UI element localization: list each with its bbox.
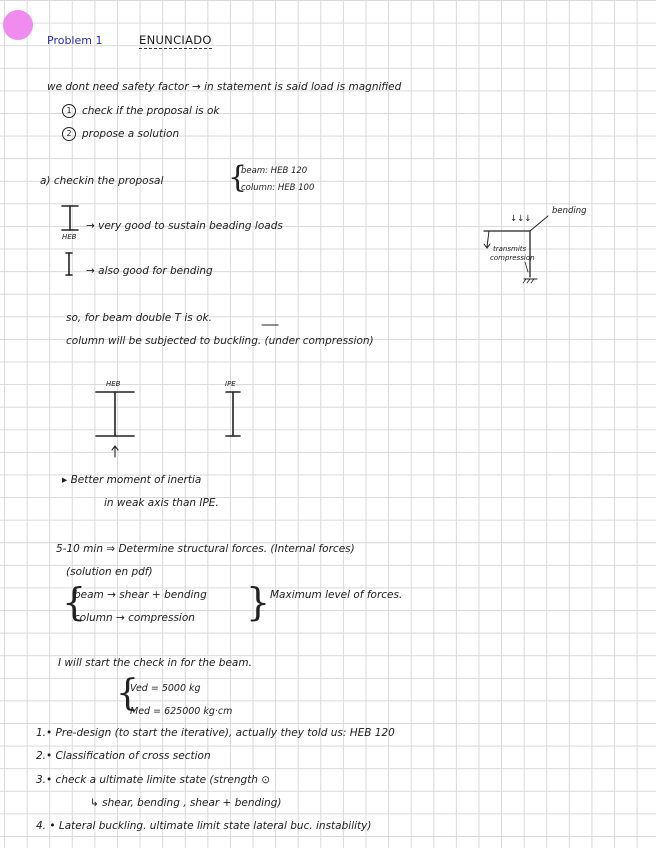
beam-forces: beam → shear + bending [74, 589, 207, 601]
intro-item-2: 2 propose a solution [62, 127, 179, 141]
max-forces-line: Maximum level of forces. [270, 589, 403, 601]
heb-i-symbol [62, 206, 78, 230]
step-3-detail: ↳ shear, bending , shear + bending) [90, 797, 282, 809]
step-4: 4. • Lateral buckling. ultimate limit state lateral buc. instability) [36, 820, 372, 832]
load-arrows: ↓↓↓ [510, 214, 532, 224]
heb-profile-label: HEB [106, 380, 121, 388]
so-for-line: so, for beam double T is ok. [66, 312, 212, 324]
inertia-line-2: in weak axis than IPE. [104, 497, 219, 509]
step-2: 2.• Classification of cross section [36, 750, 211, 762]
ipe-profile-label: IPE [225, 380, 236, 388]
column-buckling-line: column will be subjected to buckling. (under compression) [66, 335, 374, 347]
circled-number: 2 [62, 127, 76, 141]
compression-label: compression [490, 254, 535, 262]
closing-brace: } [246, 580, 271, 624]
frame-sketch [484, 216, 548, 283]
problem-label: Problem 1 [47, 34, 103, 47]
page-title: ENUNCIADO [139, 33, 212, 47]
bending-label: bending [552, 206, 587, 216]
step-1: 1.• Pre-design (to start the iterative), actually they told us: HEB 120 [36, 727, 395, 739]
beam-profile: beam: HEB 120 [241, 166, 308, 176]
step-3: 3.• check a ultimate limite state (strength ⊙ [36, 774, 271, 786]
ved-value: Ved = 5000 kg [130, 683, 201, 694]
forces-line-1: 5-10 min ⇒ Determine structural forces. (Internal forces) [56, 543, 355, 555]
forces-line-2: (solution en pdf) [66, 566, 153, 578]
also-good-line: → also good for bending [86, 265, 213, 277]
intro-line: we dont need safety factor → in statement is said load is magnified [47, 81, 402, 93]
very-good-line: → very good to sustain beading loads [86, 220, 283, 232]
intro-item-1: 1 check if the proposal is ok [62, 104, 219, 118]
heb-small-label: HEB [62, 233, 77, 241]
column-profile: column: HEB 100 [241, 183, 315, 193]
up-arrow-icon [112, 446, 118, 457]
ipe-profile-drawing [226, 392, 240, 436]
heb-profile-drawing [96, 392, 134, 436]
part-a-label: a) checkin the proposal [40, 175, 164, 187]
brace: { [62, 580, 87, 624]
check-line: I will start the check in for the beam. [58, 657, 252, 669]
ipe-i-symbol [66, 253, 72, 275]
med-value: Med = 625000 kg·cm [130, 706, 233, 717]
inertia-line-1: ▸ Better moment of inertia [62, 474, 202, 486]
column-forces: column → compression [74, 612, 195, 624]
brace: { [116, 673, 139, 714]
transmits-label: transmits [493, 245, 527, 253]
circled-number: 1 [62, 104, 76, 118]
brace: { [228, 160, 248, 195]
